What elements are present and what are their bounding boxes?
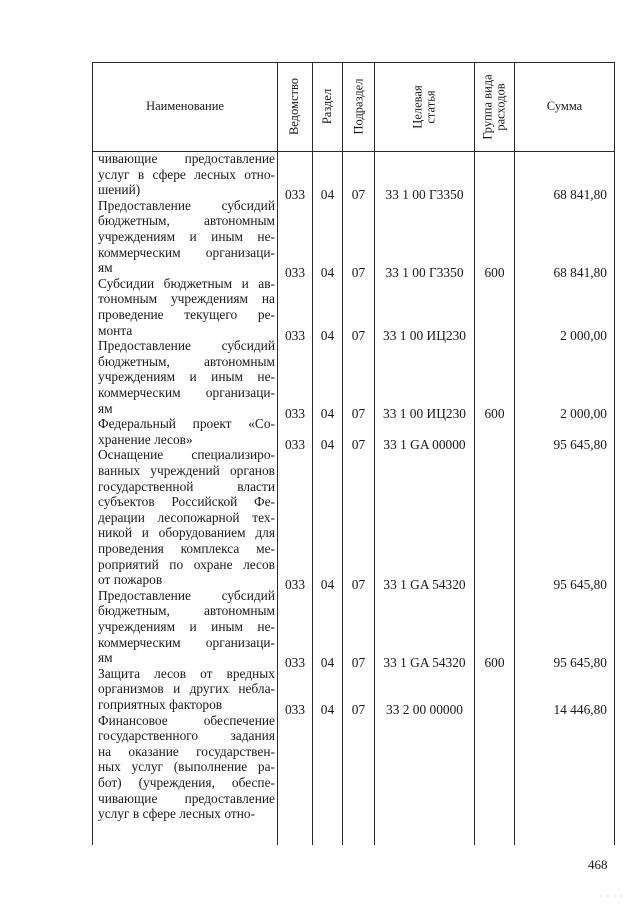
row-name-line: ям [98, 260, 113, 276]
table-row [0, 275, 640, 343]
header-podrazdel-label: Подраздел [351, 78, 365, 135]
header-celevaya-line2: статья [423, 89, 438, 124]
podrazdel-cell: 07 [351, 265, 366, 281]
celevaya-cell: 33 1 GA 54320 [383, 577, 466, 593]
podrazdel-cell: 07 [351, 436, 366, 452]
row-name-line: шений) [98, 182, 141, 198]
header-gruppa-label [482, 74, 508, 139]
row-name [98, 666, 275, 713]
gruppa-cell: 600 [484, 265, 505, 281]
table-row [0, 151, 640, 203]
header-gruppa-line1: Группа вида [480, 73, 495, 140]
row-name-line: монта [98, 322, 133, 338]
vedomstvo-cell: 033 [284, 405, 306, 421]
row-name-line: дерации лесопожарной тех- [98, 509, 275, 525]
row-name-line: Субсидии бюджетным и ав- [98, 275, 275, 291]
table-row [0, 665, 640, 717]
vedomstvo-cell: 033 [284, 577, 306, 593]
vedomstvo-cell: 033 [284, 327, 306, 343]
row-name-line: чивающие предоставление [98, 790, 275, 806]
row-name [98, 416, 275, 447]
summa-cell: 95 645,80 [553, 577, 607, 593]
celevaya-cell: 33 1 00 ИЦ230 [383, 327, 466, 343]
row-name-line: Предоставление субсидий [98, 338, 275, 354]
summa-cell: 95 645,80 [553, 655, 607, 671]
row-name [98, 338, 275, 416]
row-name-line: организмов и других небла- [98, 681, 275, 697]
header-name-label: Наименование [146, 99, 224, 113]
vedomstvo-cell: 033 [284, 187, 306, 203]
row-name-line: от пожаров [98, 572, 163, 588]
row-name-line: коммерческим организаци- [98, 384, 275, 400]
razdel-cell: 04 [320, 405, 335, 421]
podrazdel-cell: 07 [351, 577, 366, 593]
row-name-line: услуг в сфере лесных отно- [98, 806, 256, 822]
razdel-cell: 04 [320, 577, 335, 593]
row-name-line: гоприятных факторов [98, 696, 223, 712]
razdel-cell: 04 [320, 655, 335, 671]
gruppa-cell: 600 [484, 405, 505, 421]
row-name [98, 713, 275, 822]
row-name-line: ных услуг (выполнение ра- [98, 759, 275, 775]
table-row [0, 713, 640, 822]
header-razdel [313, 62, 342, 151]
razdel-cell: 04 [320, 327, 335, 343]
celevaya-cell: 33 1 00 Г3350 [385, 187, 464, 203]
summa-cell: 68 841,80 [553, 187, 607, 203]
vedomstvo-cell: 033 [284, 265, 306, 281]
header-gruppa-line2: расходов [493, 82, 508, 131]
vedomstvo-cell: 033 [284, 655, 306, 671]
table-row [0, 338, 640, 421]
podrazdel-cell: 07 [351, 187, 366, 203]
row-name-line: на оказание государствен- [98, 743, 275, 759]
header-celevaya-line1: Целевая [410, 84, 425, 129]
table-row [0, 416, 640, 452]
scan-artifact: · · · · [600, 892, 624, 901]
row-name-line: никой и оборудованием для [98, 525, 275, 541]
summa-cell: 2 000,00 [560, 327, 607, 343]
header-gruppa [475, 62, 514, 151]
podrazdel-cell: 07 [351, 327, 366, 343]
summa-cell: 2 000,00 [560, 405, 607, 421]
row-name-line: учреждениям и иным не- [98, 369, 275, 385]
row-name-line: тономным учреждениям на [98, 291, 275, 307]
row-name [98, 198, 275, 276]
row-name-line: чивающие предоставление [98, 151, 275, 166]
row-name-line: бюджетным, автономным [98, 353, 275, 369]
vedomstvo-cell: 033 [284, 701, 306, 717]
header-celevaya-label [412, 85, 438, 128]
celevaya-cell: 33 1 GA 54320 [383, 655, 466, 671]
celevaya-cell: 33 1 00 Г3350 [385, 265, 464, 281]
podrazdel-cell: 07 [351, 655, 366, 671]
row-name-line: Федеральный проект «Со- [98, 416, 275, 432]
celevaya-cell: 33 2 00 00000 [386, 701, 463, 717]
row-name-line: государственной власти [98, 478, 275, 494]
gruppa-cell: 600 [484, 655, 505, 671]
row-name-line: бюджетным, автономным [98, 213, 275, 229]
row-name [98, 276, 275, 338]
table-row [0, 197, 640, 281]
row-name-line: Предоставление субсидий [98, 587, 275, 603]
header-vedomstvo-label: Ведомство [287, 77, 302, 136]
row-name-line: хранение лесов» [98, 431, 193, 447]
page-number: 468 [588, 857, 608, 872]
row-name-line: проведение текущего ре- [98, 306, 275, 322]
row-name-line: субъектов Российской Фе- [98, 494, 275, 510]
row-name-line: услуг в сфере лесных отно- [98, 166, 275, 182]
row-name [98, 151, 275, 198]
row-name-line: Финансовое обеспечение [98, 712, 275, 728]
row-name-line: учреждениям и иным не- [98, 618, 275, 634]
table-row [0, 447, 640, 593]
header-podrazdel [343, 62, 374, 151]
header-celevaya [375, 62, 474, 151]
row-name [98, 447, 275, 587]
row-name-line: бюджетным, автономным [98, 603, 275, 619]
summa-cell: 68 841,80 [553, 265, 607, 281]
row-name-line: Оснащение специализиро- [98, 447, 275, 463]
row-name [98, 588, 275, 666]
summa-cell: 14 446,80 [553, 701, 607, 717]
row-name-line: бот) (учреждения, обеспе- [98, 774, 275, 790]
header-name [93, 62, 277, 151]
row-name-line: Предоставление субсидий [98, 197, 275, 213]
podrazdel-cell: 07 [351, 701, 366, 717]
podrazdel-cell: 07 [351, 405, 366, 421]
row-name-line: роприятий по охране лесов [98, 556, 275, 572]
razdel-cell: 04 [320, 701, 335, 717]
celevaya-cell: 33 1 00 ИЦ230 [383, 405, 466, 421]
row-name-line: государственного задания [98, 728, 275, 744]
row-name-line: проведения комплекса ме- [98, 540, 275, 556]
row-name-line: ям [98, 400, 113, 416]
row-name-line: Защита лесов от вредных [98, 665, 275, 681]
razdel-cell: 04 [320, 187, 335, 203]
celevaya-cell: 33 1 GA 00000 [383, 436, 466, 452]
header-razdel-label: Раздел [320, 88, 335, 125]
razdel-cell: 04 [320, 436, 335, 452]
row-name-line: ванных учреждений органов [98, 462, 275, 478]
row-name-line: коммерческим организаци- [98, 244, 275, 260]
row-name-line: учреждениям и иным не- [98, 228, 275, 244]
header-vedomstvo [278, 62, 312, 151]
row-name-line: коммерческим организаци- [98, 634, 275, 650]
row-name-line: ям [98, 650, 113, 666]
vedomstvo-cell: 033 [284, 436, 306, 452]
summa-cell: 95 645,80 [553, 436, 607, 452]
header-summa-label: Сумма [546, 99, 583, 113]
header-summa [515, 62, 614, 151]
razdel-cell: 04 [320, 265, 335, 281]
table-row [0, 587, 640, 671]
